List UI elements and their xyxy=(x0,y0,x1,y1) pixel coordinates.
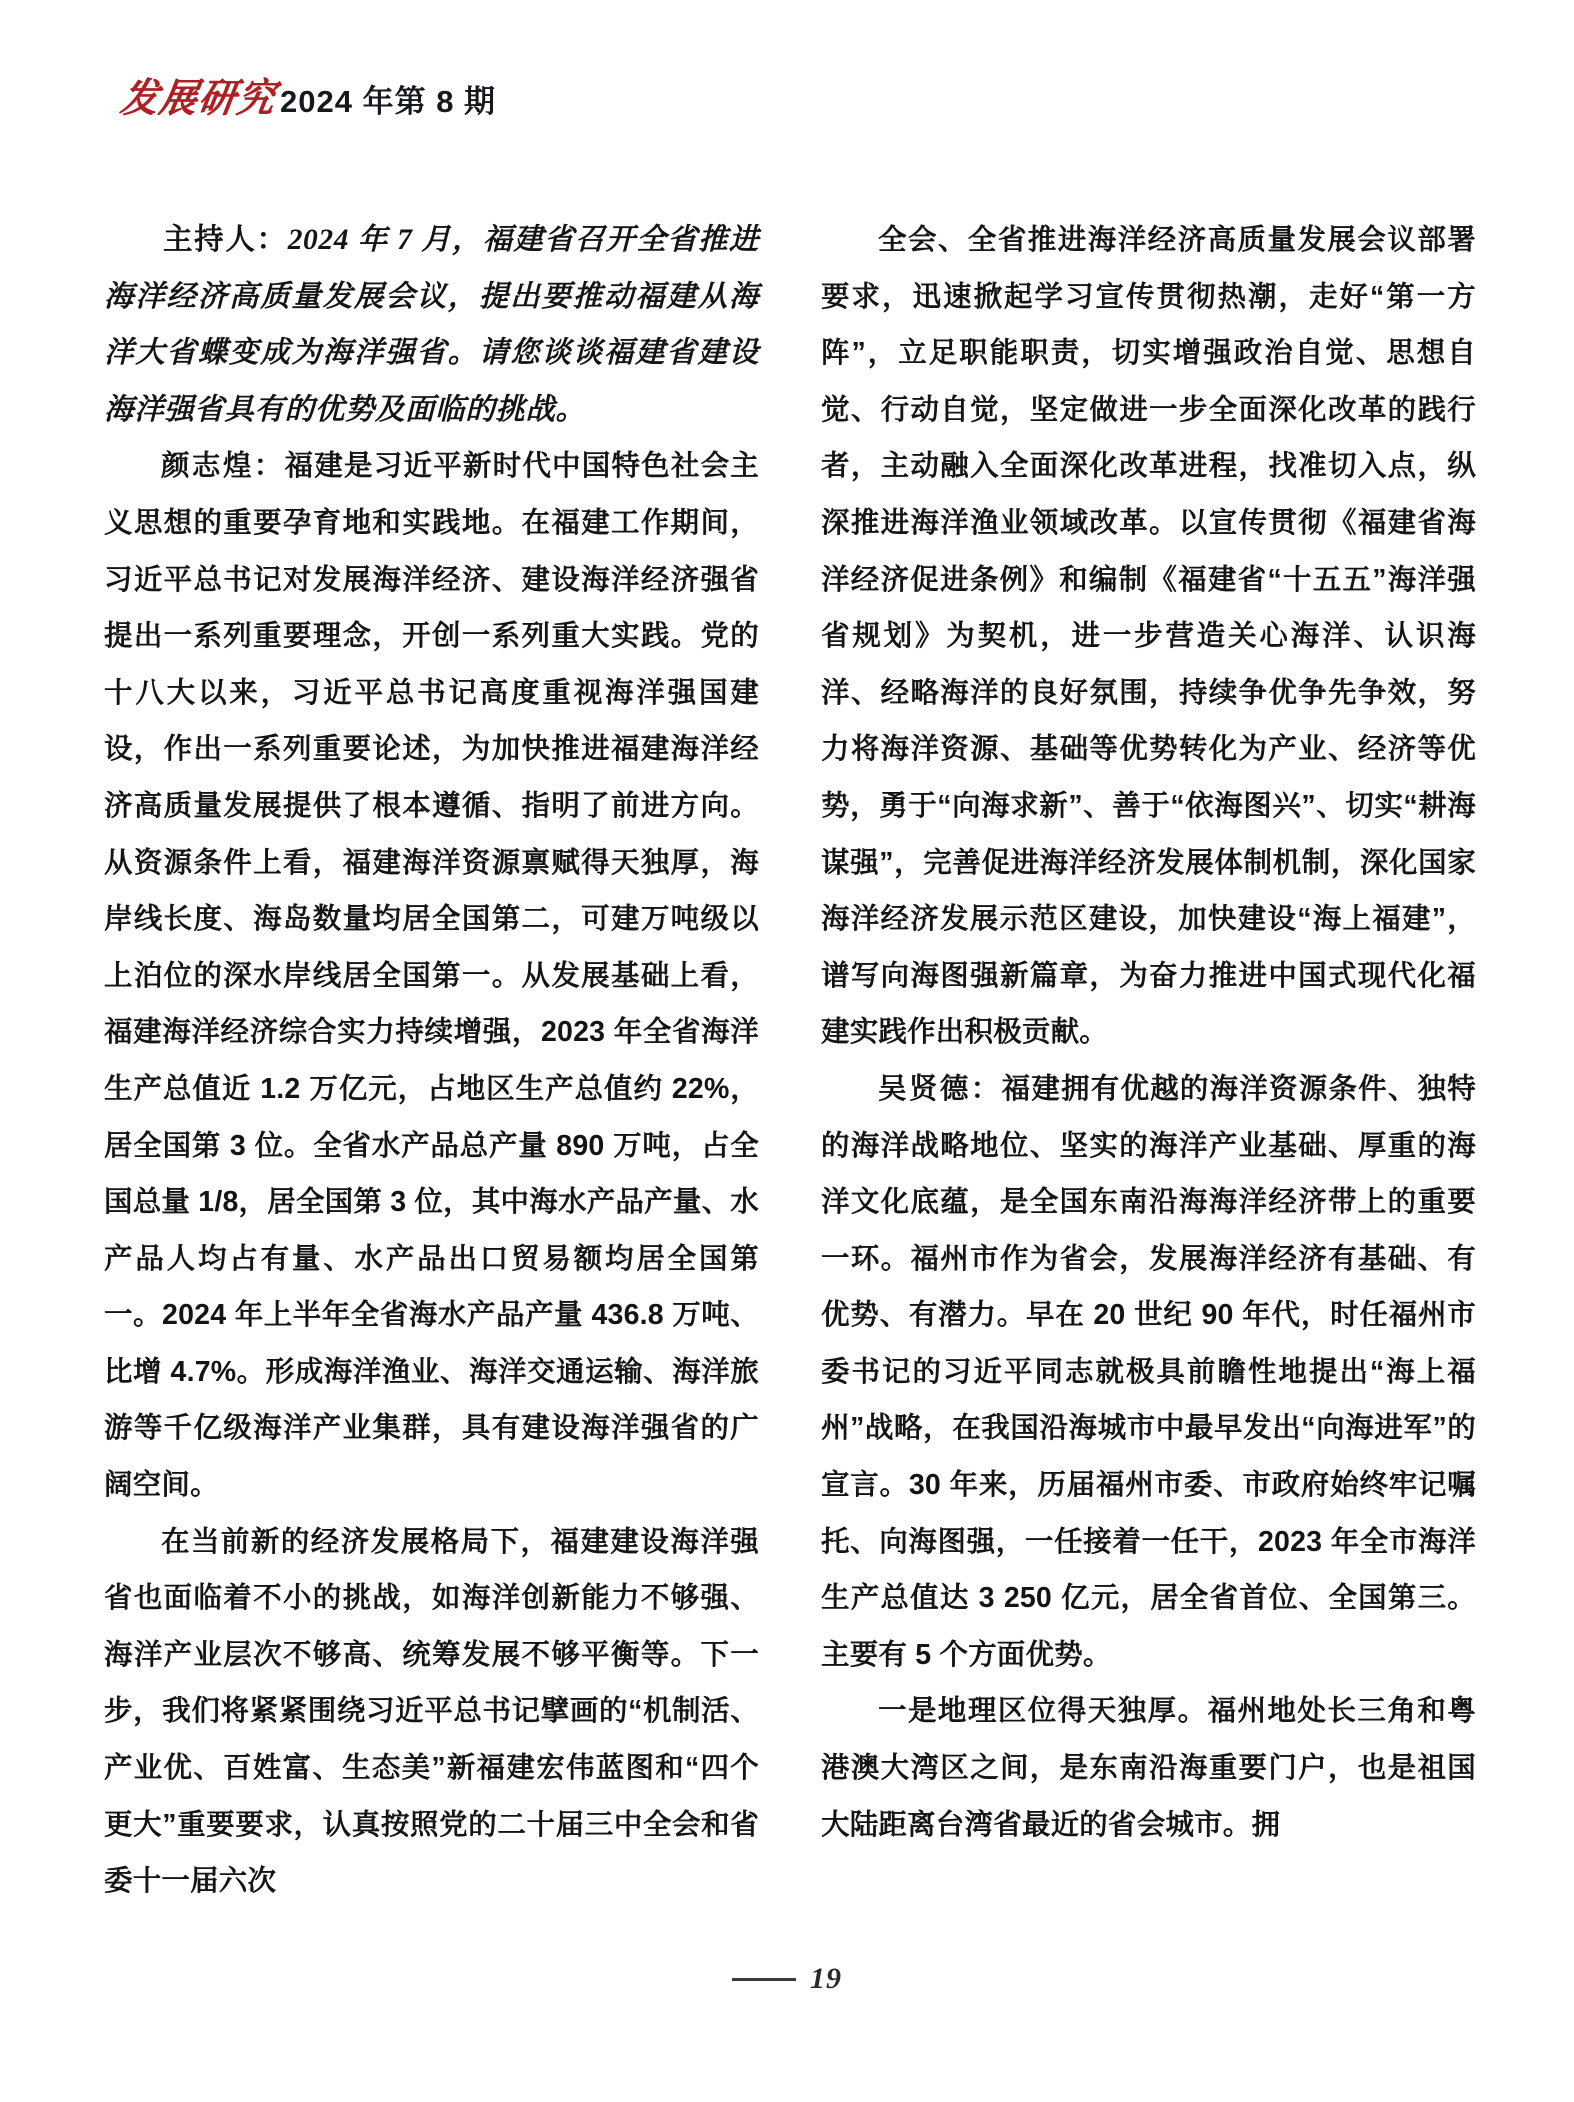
journal-logo: 发展研究 xyxy=(117,75,280,122)
issue-label: 2024 年第 8 期 xyxy=(280,84,497,119)
column-left xyxy=(104,212,759,1912)
speaker-label-wu-xiande: 吴贤德： xyxy=(878,1072,1002,1105)
paragraph-yan-zhihuang-3 xyxy=(821,212,1476,1061)
paragraph-wu-xiande-1 xyxy=(821,1061,1476,1684)
column-right xyxy=(821,212,1476,1912)
paragraph-text: 福建拥有优越的海洋资源条件、独特的海洋战略地位、坚实的海洋产业基础、厚重的海洋文化底蕴，是全国东南沿海海洋经济带上的重要一环。福州市作为省会，发展海洋经济有基础、有优势、有潜力。早在 20 世纪 90 年代，时任福州市委书记的习近平同志就极具前瞻性地提出“海上福州”战略，在我国沿海城市中最早发出“向海进军”的宣言。30 年来，历届福州市委、市政府始终牢记嘱托、向海图强，一任接着一任干，2023 年全市海洋生产总值达 3 250 亿元，居全省首位、全国第三。主要有 5 个方面优势。 xyxy=(821,1072,1476,1671)
folio-rule-icon xyxy=(732,1978,796,1981)
paragraph-wu-xiande-2 xyxy=(821,1683,1476,1853)
folio xyxy=(0,1962,1574,1996)
paragraph-text: 2024 年 7 月，福建省召开全省推进海洋经济高质量发展会议，提出要推动福建从海洋大省蝶变成为海洋强省。请您谈谈福建省建设海洋强省具有的优势及面临的挑战。 xyxy=(104,224,759,426)
paragraph-text: 福建是习近平新时代中国特色社会主义思想的重要孕育地和实践地。在福建工作期间，习近平总书记对发展海洋经济、建设海洋经济强省提出一系列重要理念，开创一系列重大实践。党的十八大以来，习近平总书记高度重视海洋强国建设，作出一系列重要论述，为加快推进福建海洋经济高质量发展提供了根本遵循、指明了前进方向。从资源条件上看，福建海洋资源禀赋得天独厚，海岸线长度、海岛数量均居全国第二，可建万吨级以上泊位的深水岸线居全国第一。从发展基础上看，福建海洋经济综合实力持续增强，2023 年全省海洋生产总值近 1.2 万亿元，占地区生产总值约 22%，居全国第 3 位。全省水产品总产量 890 万吨，占全国总量 1/8，居全国第 3 位，其中海水产品产量、水产品人均占有量、水产品出口贸易额均居全国第一。2024 年上半年全省海水产品产量 436.8 万吨、比增 4.7%。形成海洋渔业、海洋交通运输、海洋旅游等千亿级海洋产业集群，具有建设海洋强省的广阔空间。 xyxy=(104,450,759,1502)
paragraph-text: 在当前新的经济发展格局下，福建建设海洋强省也面临着不小的挑战，如海洋创新能力不够强、海洋产业层次不够高、统筹发展不够平衡等。下一步，我们将紧紧围绕习近平总书记擘画的“机制活、产业优、百姓富、生态美”新福建宏伟蓝图和“四个更大”重要要求，认真按照党的二十届三中全会和省委十一届六次 xyxy=(104,1525,759,1898)
speaker-label-host: 主持人： xyxy=(163,223,288,256)
page-number: 19 xyxy=(810,1962,842,1995)
paragraph-text: 全会、全省推进海洋经济高质量发展会议部署要求，迅速掀起学习宣传贯彻热潮，走好“第一方阵”，立足职能职责，切实增强政治自觉、思想自觉、行动自觉，坚定做进一步全面深化改革的践行者，主动融入全面深化改革进程，找准切入点，纵深推进海洋渔业领域改革。以宣传贯彻《福建省海洋经济促进条例》和编制《福建省“十五五”海洋强省规划》为契机，进一步营造关心海洋、认识海洋、经略海洋的良好氛围，持续争优争先争效，努力将海洋资源、基础等优势转化为产业、经济等优势，勇于“向海求新”、善于“依海图兴”、切实“耕海谋强”，完善促进海洋经济发展体制机制，深化国家海洋经济发展示范区建设，加快建设“海上福建”，谱写向海图强新篇章，为奋力推进中国式现代化福建实践作出积极贡献。 xyxy=(821,224,1476,1049)
paragraph-yan-zhihuang-2 xyxy=(104,1514,759,1910)
paragraph-host-question xyxy=(104,212,759,438)
speaker-label-yan-zhihuang: 颜志煌： xyxy=(161,450,285,483)
masthead xyxy=(117,75,497,122)
article-body xyxy=(104,212,1476,1912)
paragraph-yan-zhihuang-1 xyxy=(104,438,759,1513)
paragraph-text: 一是地理区位得天独厚。福州地处长三角和粤港澳大湾区之间，是东南沿海重要门户，也是祖国大陆距离台湾省最近的省会城市。拥 xyxy=(821,1695,1476,1841)
